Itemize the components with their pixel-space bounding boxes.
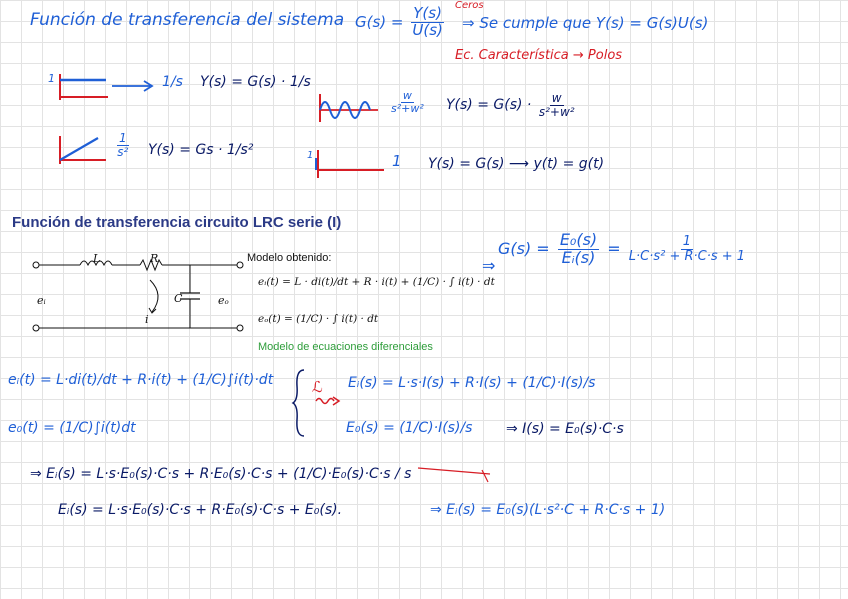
brace-icon (292, 368, 306, 438)
sine-fraction (391, 90, 424, 114)
ramp-signal-plot (52, 134, 112, 166)
transfer-equals: = (607, 238, 621, 258)
g-numerator: Y(s) (413, 4, 442, 22)
ramp-equation: Y(s) = Gs · 1/s² (148, 142, 254, 158)
sine-signal-plot (312, 92, 382, 124)
label-inductor: L (93, 252, 101, 265)
sine-numerator: w (402, 89, 412, 102)
transfer-den-1: Eᵢ(s) (561, 247, 596, 267)
step-equation: Y(s) = G(s) · 1/s (200, 74, 311, 90)
label-eo: eₒ (218, 294, 229, 307)
transfer-fraction-2 (629, 235, 745, 263)
laplace-squiggle-arrow (316, 396, 342, 406)
header-g-equation (355, 6, 447, 39)
model-title: Modelo obtenido: (247, 252, 332, 264)
sine-equation (446, 92, 578, 118)
derivation-line3: ⇒ Eᵢ(s) = L·s·E₀(s)·C·s + R·E₀(s)·C·s + (1/C)·E₀(s)·C·s / s (30, 466, 412, 482)
header-title: Función de transferencia del sistema (30, 10, 345, 30)
impulse-equation: Y(s) = G(s) ⟶ y(t) = g(t) (428, 156, 605, 172)
derivation-line4: Eᵢ(s) = L·s·E₀(s)·C·s + R·E₀(s)·C·s + E₀(s). (58, 502, 343, 518)
ramp-denominator: s² (117, 144, 129, 159)
laplace-arrow (112, 78, 157, 92)
sine-eq-lhs: Y(s) = G(s) · (446, 97, 532, 114)
ramp-transform (114, 132, 132, 158)
derivation-line2-left: e₀(t) = (1/C)∫i(t)dt (8, 420, 136, 436)
label-capacitor: C (174, 292, 183, 305)
model-equation-1: eᵢ(t) = L · di(t)/dt + R · i(t) + (1/C) · ∫ i(t) · dt (258, 276, 495, 288)
label-ei: eᵢ (37, 294, 46, 307)
g-label: G(s) = (355, 12, 404, 31)
transfer-num-1: E₀(s) (559, 230, 598, 249)
transfer-arrow: ⇒ (482, 256, 496, 275)
ramp-numerator: 1 (119, 131, 127, 145)
header-cumple: ⇒ Se cumple que Y(s) = G(s)U(s) (462, 14, 709, 32)
lrc-circuit-diagram (30, 250, 245, 340)
sine-eq-denominator: s²+w² (538, 104, 575, 119)
transfer-function (498, 232, 748, 267)
slide-title: Función de transferencia circuito LRC serie (I) (12, 214, 342, 231)
transfer-den-2: L·C·s² + R·C·s + 1 (628, 248, 746, 264)
transfer-g: G(s) = (498, 238, 550, 258)
ceros-note: Ceros (455, 0, 484, 11)
transfer-fraction-1 (558, 232, 599, 267)
impulse-one-left: 1 (307, 150, 314, 161)
g-denominator: U(s) (412, 20, 443, 39)
label-resistor: R (150, 252, 159, 265)
impulse-transform: 1 (392, 152, 402, 170)
step-transform: 1/s (162, 74, 183, 90)
derivation-line2-right: E₀(s) = (1/C)·I(s)/s (346, 420, 473, 436)
step-one-label: 1 (48, 72, 55, 85)
ramp-fraction (117, 132, 129, 158)
cancel-marks (378, 466, 498, 496)
sine-denominator: s²+w² (391, 101, 424, 115)
sine-eq-fraction (539, 92, 575, 118)
label-current: i (145, 313, 149, 326)
sine-transform (388, 90, 427, 114)
model-footer: Modelo de ecuaciones diferenciales (258, 341, 433, 353)
derivation-line4-result: ⇒ Eᵢ(s) = E₀(s)(L·s²·C + R·C·s + 1) (430, 502, 666, 518)
sine-eq-numerator: w (551, 91, 562, 105)
derivation-line2-result: ⇒ I(s) = E₀(s)·C·s (506, 421, 624, 437)
g-fraction (411, 6, 444, 39)
impulse-signal-plot (308, 148, 388, 180)
derivation-line1-left: eᵢ(t) = L·di(t)/dt + R·i(t) + (1/C)∫i(t)·dt (8, 372, 274, 388)
laplace-mark: ℒ (312, 378, 323, 396)
derivation-line1-right: Eᵢ(s) = L·s·I(s) + R·I(s) + (1/C)·I(s)/s (348, 375, 596, 391)
transfer-num-2: 1 (682, 234, 692, 250)
polos-note: Ec. Característica → Polos (455, 48, 623, 63)
step-signal-plot (50, 72, 110, 102)
model-equation-2: eₒ(t) = (1/C) · ∫ i(t) · dt (258, 313, 379, 325)
